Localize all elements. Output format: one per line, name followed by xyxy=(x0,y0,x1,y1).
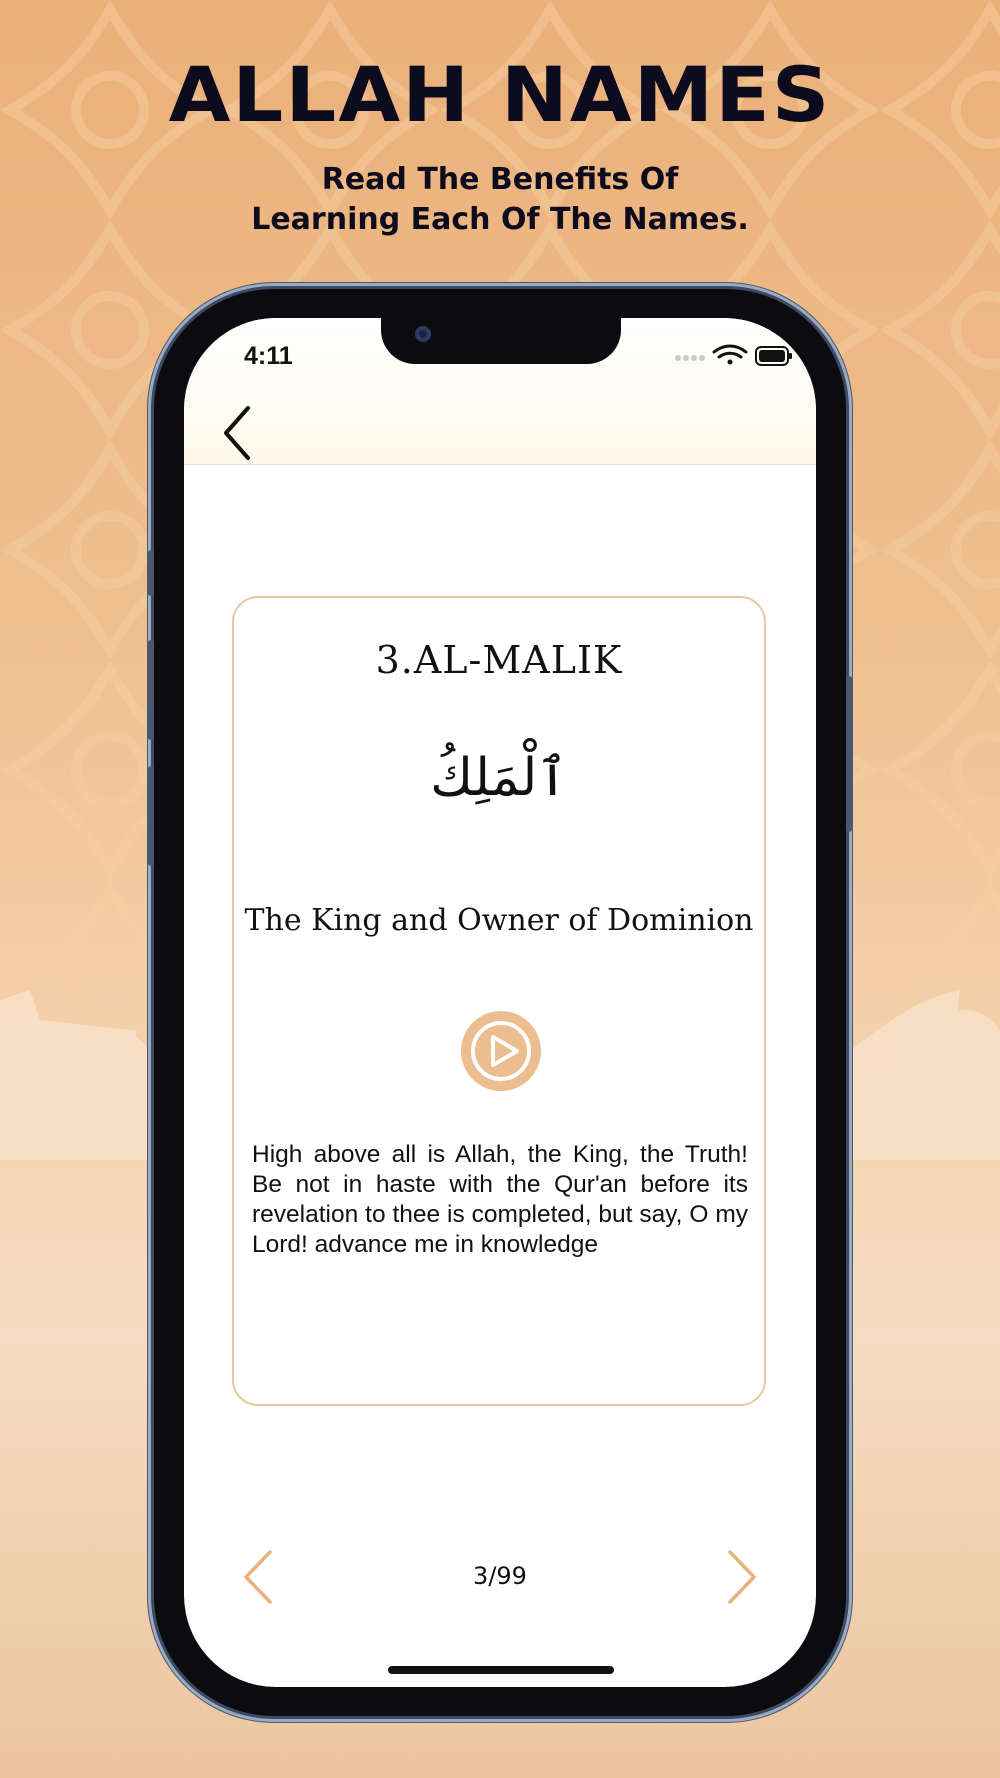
benefit-text: High above all is Allah, the King, the Truth! Be not in haste with the Qur'an before its revelation to thee is completed, but say, O my Lord! advance me in knowledge xyxy=(252,1141,748,1258)
name-meaning: The King and Owner of Dominion xyxy=(244,903,754,938)
page-counter: 3/99 xyxy=(473,1562,527,1590)
promo-title: ALLAH NAMES xyxy=(168,50,832,139)
chevron-right-icon xyxy=(730,1552,754,1602)
wifi-icon xyxy=(714,346,746,365)
phone-screen xyxy=(184,318,816,1687)
volume-down-button xyxy=(148,766,154,866)
name-title: 3.AL-MALIK xyxy=(375,638,623,682)
chevron-left-icon xyxy=(226,408,248,458)
nav-header xyxy=(184,318,816,465)
home-indicator[interactable] xyxy=(388,1666,614,1674)
mute-switch xyxy=(148,550,154,596)
arabic-name: ٱلْمَلِكُ xyxy=(430,748,568,808)
next-name-button[interactable] xyxy=(724,1548,760,1606)
notch xyxy=(381,318,621,364)
back-button[interactable] xyxy=(218,404,258,462)
battery-icon xyxy=(756,347,792,365)
promo-subtitle-line-2: Learning Each Of The Names. xyxy=(251,202,749,237)
volume-up-button xyxy=(148,640,154,740)
name-card xyxy=(232,596,766,1406)
promo-subtitle xyxy=(0,160,1000,240)
power-button xyxy=(846,676,852,832)
front-camera xyxy=(415,326,431,342)
promo-subtitle-line-1: Read The Benefits Of xyxy=(321,162,679,197)
status-time: 4:11 xyxy=(244,342,293,370)
signal-dots-icon xyxy=(675,355,705,361)
play-audio-button[interactable] xyxy=(460,1010,542,1092)
status-icons xyxy=(672,344,792,368)
